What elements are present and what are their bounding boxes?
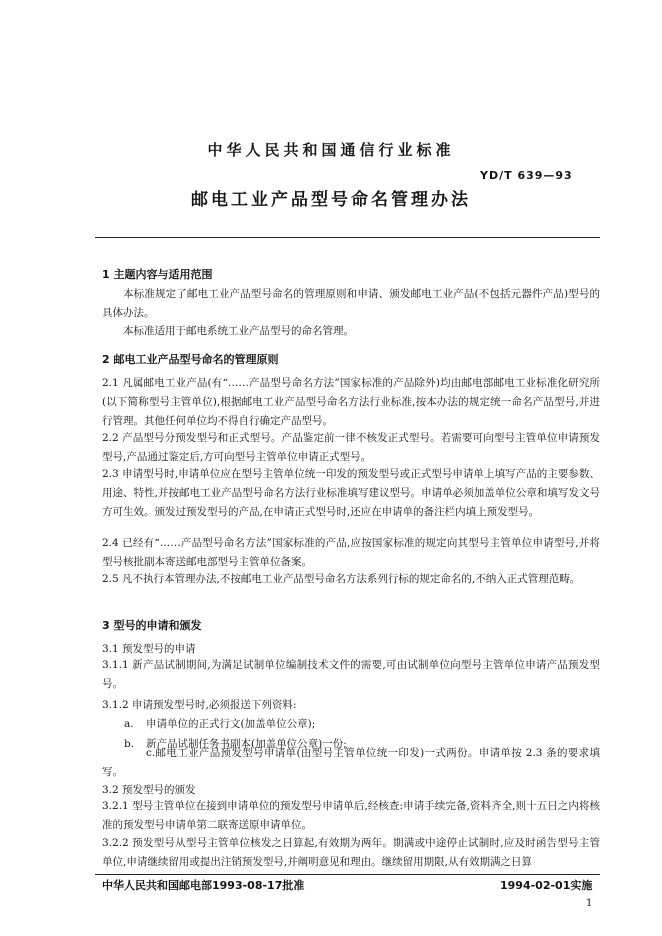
list-item-b-text: 新产品试制任务书副本(加盖单位公章)一份;: [146, 738, 347, 750]
clause-3-1-2: 3.1.2 申请预发型号时,必须报送下列资料:: [102, 699, 297, 711]
list-item-c: [102, 744, 600, 782]
document-title: 邮电工业产品型号命名管理办法: [191, 190, 471, 210]
clause-3-2-2: 3.2.2 预发型号从型号主管单位核发之日算起,有效期为两年。期满或中途停止试制时,应及时函告型号主管单位,申请继续留用或提出注销预发型号,并阐明意见和理由。继续留用期限,从有效期满之日算: [102, 837, 600, 868]
clause-3-2-1: 3.2.1 型号主管单位在接到申请单位的预发型号申请单后,经核查:申请手续完备,资料齐全,则十五日之内将核准的预发型号申请单第二联寄送原申请单位。: [102, 800, 600, 831]
page-number: 1: [586, 898, 593, 909]
implementation-date: 1994-02-01实施: [500, 879, 593, 892]
list-item-a-label: a.: [124, 718, 134, 730]
clause-3-1: 3.1 预发型号的申请: [102, 643, 196, 655]
section-1-heading: 1 主题内容与适用范围: [102, 268, 213, 281]
standard-title: 中华人民共和国通信行业标准: [207, 141, 455, 159]
clause-2-1: 2.1 凡属邮电工业产品(有“……产品型号命名方法”国家标准的产品除外)均由邮电部邮电工业标准化研究所(以下简称型号主管单位),根据邮电工业产品型号命名方法行业标准,按本办法的规定统一命名产品型号,并进行管理。其他任何单位均不得自行确定产品型号。: [102, 377, 600, 427]
clause-3-2: 3.2 预发型号的颁发: [102, 784, 196, 796]
list-item-c-label: c.: [146, 747, 156, 759]
approval-date: 中华人民共和国邮电部1993-08-17批准: [102, 879, 305, 892]
section-3-heading: 3 型号的申请和颁发: [102, 619, 202, 632]
header-divider: [95, 237, 600, 238]
section-2-heading: 2 邮电工业产品型号命名的管理原则: [102, 353, 279, 366]
section-1-paragraph-1: 本标准规定了邮电工业产品型号命名的管理原则和申请、颁发邮电工业产品(不包括元器件产品)型号的具体办法。: [102, 288, 600, 319]
list-item-a: [124, 716, 315, 731]
section-1-paragraph-2: 本标准适用于邮电系统工业产品型号的命名管理。: [123, 325, 354, 337]
clause-2-4: 2.4 已经有“……产品型号命名方法”国家标准的产品,应按国家标准的规定向其型号主管单位申请型号,并将型号核批副本寄送邮电部型号主管单位备案。: [102, 537, 600, 568]
list-item-b-label: b.: [124, 738, 135, 750]
clause-3-1-1: 3.1.1 新产品试制期间,为满足试制单位编制技术文件的需要,可由试制单位向型号主管单位申请产品预发型号。: [102, 659, 600, 690]
list-item-c-text: 邮电工业产品预发型号申请单(由型号主管单位统一印发)一式两份。申请单按 2.3 条的要求填写。: [102, 747, 600, 778]
standard-code: YD/T 639—93: [480, 169, 573, 182]
footer-divider: [95, 874, 600, 875]
clause-2-2: 2.2 产品型号分预发型号和正式型号。产品鉴定前一律不核发正式型号。若需要可向型号主管单位申请预发型号,产品通过鉴定后,方可向型号主管单位申请正式型号。: [102, 432, 600, 463]
clause-2-5: 2.5 凡不执行本管理办法,不按邮电工业产品型号命名方法系列行标的规定命名的,不纳入正式管理范畴。: [102, 573, 581, 585]
list-item-a-text: 申请单位的正式行文(加盖单位公章);: [146, 718, 316, 730]
clause-2-3: 2.3 申请型号时,申请单位应在型号主管单位统一印发的预发型号或正式型号申请单上填写产品的主要参数、用途、特性,并按邮电工业产品型号命名方法行业标准填写建议型号。申请单必须加盖单位公章和填写发文号方可生效。颁发过预发型号的产品,在申请正式型号时,还应在申请单的备注栏内填上预发型号。: [102, 468, 600, 518]
